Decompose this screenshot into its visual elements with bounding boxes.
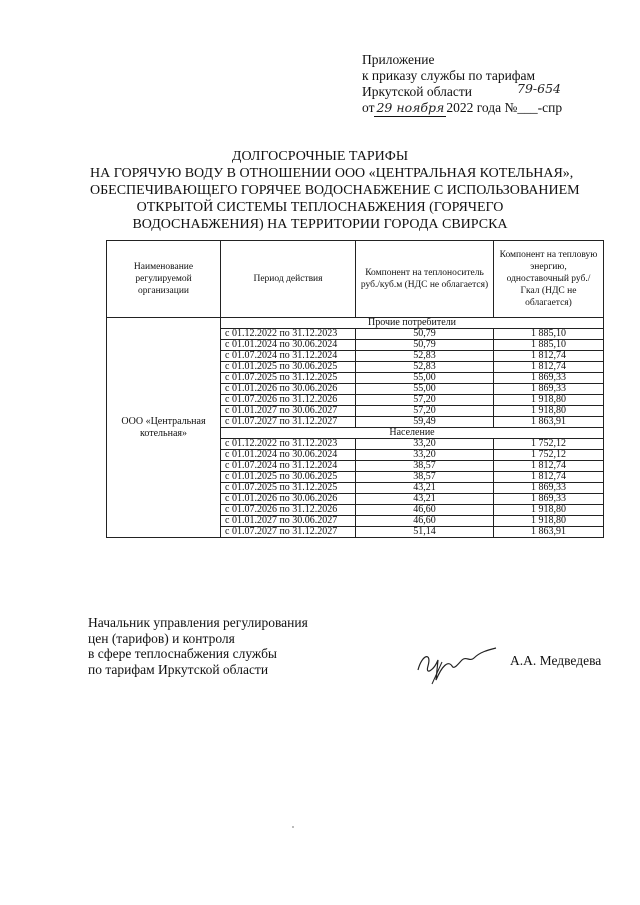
organization-cell: ООО «Центральная котельная» (107, 318, 221, 538)
thermal-cell: 1 885,10 (494, 329, 604, 340)
coolant-cell: 46,60 (356, 505, 494, 516)
period-cell: с 01.07.2026 по 31.12.2026 (221, 505, 356, 516)
signature-line-3: в сфере теплоснабжения службы (88, 646, 278, 661)
coolant-cell: 51,14 (356, 527, 494, 538)
appendix-line-3 (362, 81, 602, 100)
group-name: Прочие потребители (221, 318, 604, 329)
thermal-cell: 1 918,80 (494, 516, 604, 527)
signature-line-4: по тарифам Иркутской области (88, 661, 269, 677)
coolant-cell: 55,00 (356, 373, 494, 384)
scan-speck (292, 826, 294, 828)
group-row (107, 318, 604, 329)
coolant-cell: 57,20 (356, 406, 494, 417)
period-cell: с 01.01.2025 по 30.06.2025 (221, 472, 356, 483)
period-cell: с 01.01.2024 по 30.06.2024 (221, 340, 356, 351)
thermal-cell: 1 918,80 (494, 505, 604, 516)
period-cell: с 01.01.2026 по 30.06.2026 (221, 384, 356, 395)
thermal-cell: 1 869,33 (494, 483, 604, 494)
thermal-cell: 1 869,33 (494, 373, 604, 384)
coolant-cell: 43,21 (356, 494, 494, 505)
order-number-handwritten: 79-654 (517, 81, 561, 96)
period-cell: с 01.01.2024 по 30.06.2024 (221, 450, 356, 461)
coolant-cell: 38,57 (356, 461, 494, 472)
coolant-cell: 43,21 (356, 483, 494, 494)
thermal-cell: 1 869,33 (494, 494, 604, 505)
thermal-cell: 1 752,12 (494, 450, 604, 461)
coolant-cell: 59,49 (356, 417, 494, 428)
coolant-cell: 33,20 (356, 450, 494, 461)
signature-block (88, 615, 308, 677)
thermal-cell: 1 812,74 (494, 472, 604, 483)
thermal-cell: 1 812,74 (494, 351, 604, 362)
period-cell: с 01.07.2027 по 31.12.2027 (221, 417, 356, 428)
coolant-cell: 52,83 (356, 362, 494, 373)
header-org: Наименование регулируемой организации (107, 241, 221, 318)
title-line-5: ВОДОСНАБЖЕНИЯ) НА ТЕРРИТОРИИ ГОРОДА СВИРСКА (132, 217, 508, 232)
coolant-cell: 46,60 (356, 516, 494, 527)
period-cell: с 01.01.2026 по 30.06.2026 (221, 494, 356, 505)
handwritten-signature-icon (412, 640, 500, 688)
signature-line-2: цен (тарифов) и контроля (88, 630, 235, 646)
thermal-cell: 1 812,74 (494, 362, 604, 373)
appendix-line-1: Приложение (362, 52, 435, 67)
table-body (107, 318, 604, 538)
header-coolant: Компонент на теплоноситель руб./куб.м (НДС не облагается) (356, 241, 494, 318)
thermal-cell: 1 918,80 (494, 406, 604, 417)
period-cell: с 01.01.2027 по 30.06.2027 (221, 406, 356, 417)
thermal-cell: 1 863,91 (494, 527, 604, 538)
document-title (90, 148, 580, 233)
title-line-2: НА ГОРЯЧУЮ ВОДУ В ОТНОШЕНИИ ООО «ЦЕНТРАЛЬНАЯ КОТЕЛЬНАЯ», (90, 166, 574, 181)
coolant-cell: 50,79 (356, 329, 494, 340)
thermal-cell: 1 885,10 (494, 340, 604, 351)
coolant-cell: 55,00 (356, 384, 494, 395)
appendix-line-3-text: Иркутской области (362, 84, 473, 99)
coolant-cell: 52,83 (356, 351, 494, 362)
coolant-cell: 38,57 (356, 472, 494, 483)
thermal-cell: 1 752,12 (494, 439, 604, 450)
coolant-cell: 33,20 (356, 439, 494, 450)
period-cell: с 01.07.2024 по 31.12.2024 (221, 351, 356, 362)
period-cell: с 01.01.2027 по 30.06.2027 (221, 516, 356, 527)
date-suffix: 2022 года №___-спр (446, 100, 563, 115)
tariff-table (106, 240, 604, 538)
appendix-line-2: к приказу службы по тарифам (362, 68, 536, 83)
header-thermal: Компонент на тепловую энергию, одноставочный руб./Гкал (НДС не облагается) (494, 241, 604, 318)
thermal-cell: 1 869,33 (494, 384, 604, 395)
group-name: Население (221, 428, 604, 439)
thermal-cell: 1 918,80 (494, 395, 604, 406)
period-cell: с 01.07.2027 по 31.12.2027 (221, 527, 356, 538)
header-period: Период действия (221, 241, 356, 318)
signer-name: А.А. Медведева (510, 653, 602, 668)
period-cell: с 01.01.2025 по 30.06.2025 (221, 362, 356, 373)
coolant-cell: 50,79 (356, 340, 494, 351)
date-handwritten: 29 ноября (376, 100, 445, 115)
table-header-row (107, 241, 604, 318)
signature-line-1: Начальник управления регулирования (88, 615, 308, 630)
title-line-4: ОТКРЫТОЙ СИСТЕМЫ ТЕПЛОСНАБЖЕНИЯ (ГОРЯЧЕГО (136, 200, 504, 215)
period-cell: с 01.12.2022 по 31.12.2023 (221, 439, 356, 450)
title-line-3: ОБЕСПЕЧИВАЮЩЕГО ГОРЯЧЕЕ ВОДОСНАБЖЕНИЕ С ИСПОЛЬЗОВАНИЕМ (90, 183, 580, 198)
period-cell: с 01.12.2022 по 31.12.2023 (221, 329, 356, 340)
thermal-cell: 1 812,74 (494, 461, 604, 472)
period-cell: с 01.07.2026 по 31.12.2026 (221, 395, 356, 406)
period-cell: с 01.07.2024 по 31.12.2024 (221, 461, 356, 472)
title-line-1: ДОЛГОСРОЧНЫЕ ТАРИФЫ (231, 149, 409, 164)
date-prefix: от (362, 100, 375, 115)
period-cell: с 01.07.2025 по 31.12.2025 (221, 483, 356, 494)
thermal-cell: 1 863,91 (494, 417, 604, 428)
period-cell: с 01.07.2025 по 31.12.2025 (221, 373, 356, 384)
coolant-cell: 57,20 (356, 395, 494, 406)
appendix-date-line (362, 100, 602, 116)
appendix-block (362, 52, 602, 116)
